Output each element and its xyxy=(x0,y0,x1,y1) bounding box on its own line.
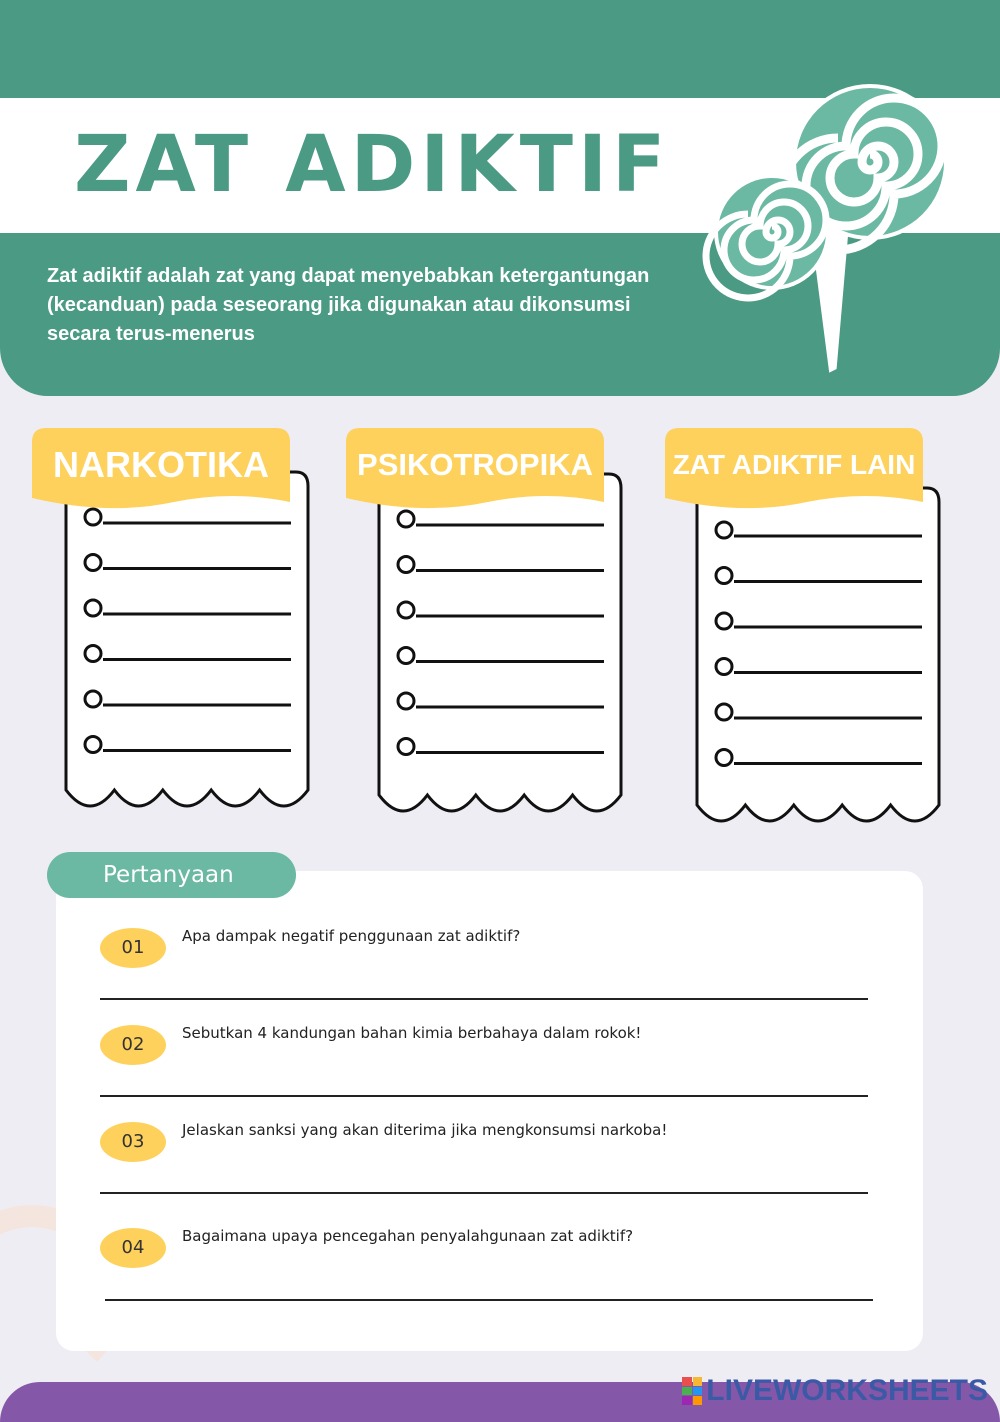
list-bullet xyxy=(716,613,732,629)
list-title-narkotika: NARKOTIKA xyxy=(53,444,269,485)
list-bullet xyxy=(398,648,414,664)
question-number: 01 xyxy=(100,928,166,968)
list-bullet xyxy=(85,509,101,525)
intro-line: Zat adiktif adalah zat yang dapat menyebabkan ketergantungan xyxy=(47,265,650,287)
question-text: Jelaskan sanksi yang akan diterima jika mengkonsumsi narkoba! xyxy=(182,1121,668,1139)
question-number: 02 xyxy=(100,1025,166,1065)
watermark-text: LIVEWORKSHEETS xyxy=(706,1374,988,1407)
list-bullet xyxy=(716,659,732,675)
list-bullet xyxy=(398,693,414,709)
list-bullet xyxy=(716,704,732,720)
list-bullet xyxy=(716,522,732,538)
intro-line: secara terus-menerus xyxy=(47,323,255,345)
list-bullet xyxy=(398,739,414,755)
liveworksheets-logo-icon xyxy=(682,1377,702,1405)
question-text: Sebutkan 4 kandungan bahan kimia berbahaya dalam rokok! xyxy=(182,1024,642,1042)
question-number: 03 xyxy=(100,1122,166,1162)
list-bullet xyxy=(85,646,101,662)
list-bullet xyxy=(85,600,101,616)
intro-line: (kecanduan) pada seseorang jika digunakan atau dikonsumsi xyxy=(47,294,631,316)
answer-line[interactable] xyxy=(100,1192,868,1194)
list-bullet xyxy=(398,557,414,573)
list-bullet xyxy=(398,511,414,527)
list-bullet xyxy=(716,750,732,766)
watermark xyxy=(682,1374,988,1408)
list-title-psikotropika: PSIKOTROPIKA xyxy=(357,447,593,482)
answer-line[interactable] xyxy=(100,998,868,1000)
question-text: Bagaimana upaya pencegahan penyalahgunaan zat adiktif? xyxy=(182,1227,634,1245)
question-number: 04 xyxy=(100,1228,166,1268)
list-bullet xyxy=(85,555,101,571)
list-title-zat-adiktif-lain: ZAT ADIKTIF LAIN xyxy=(672,449,916,480)
question-text: Apa dampak negatif penggunaan zat adiktif? xyxy=(182,927,521,945)
list-bullet xyxy=(85,691,101,707)
answer-line[interactable] xyxy=(100,1095,868,1097)
list-bullet xyxy=(716,568,732,584)
list-scroll xyxy=(697,488,939,821)
answer-line[interactable] xyxy=(105,1299,873,1301)
list-bullet xyxy=(398,602,414,618)
questions-heading: Pertanyaan xyxy=(47,852,296,898)
list-bullet xyxy=(85,737,101,753)
page-title: ZAT ADIKTIF xyxy=(74,120,671,210)
